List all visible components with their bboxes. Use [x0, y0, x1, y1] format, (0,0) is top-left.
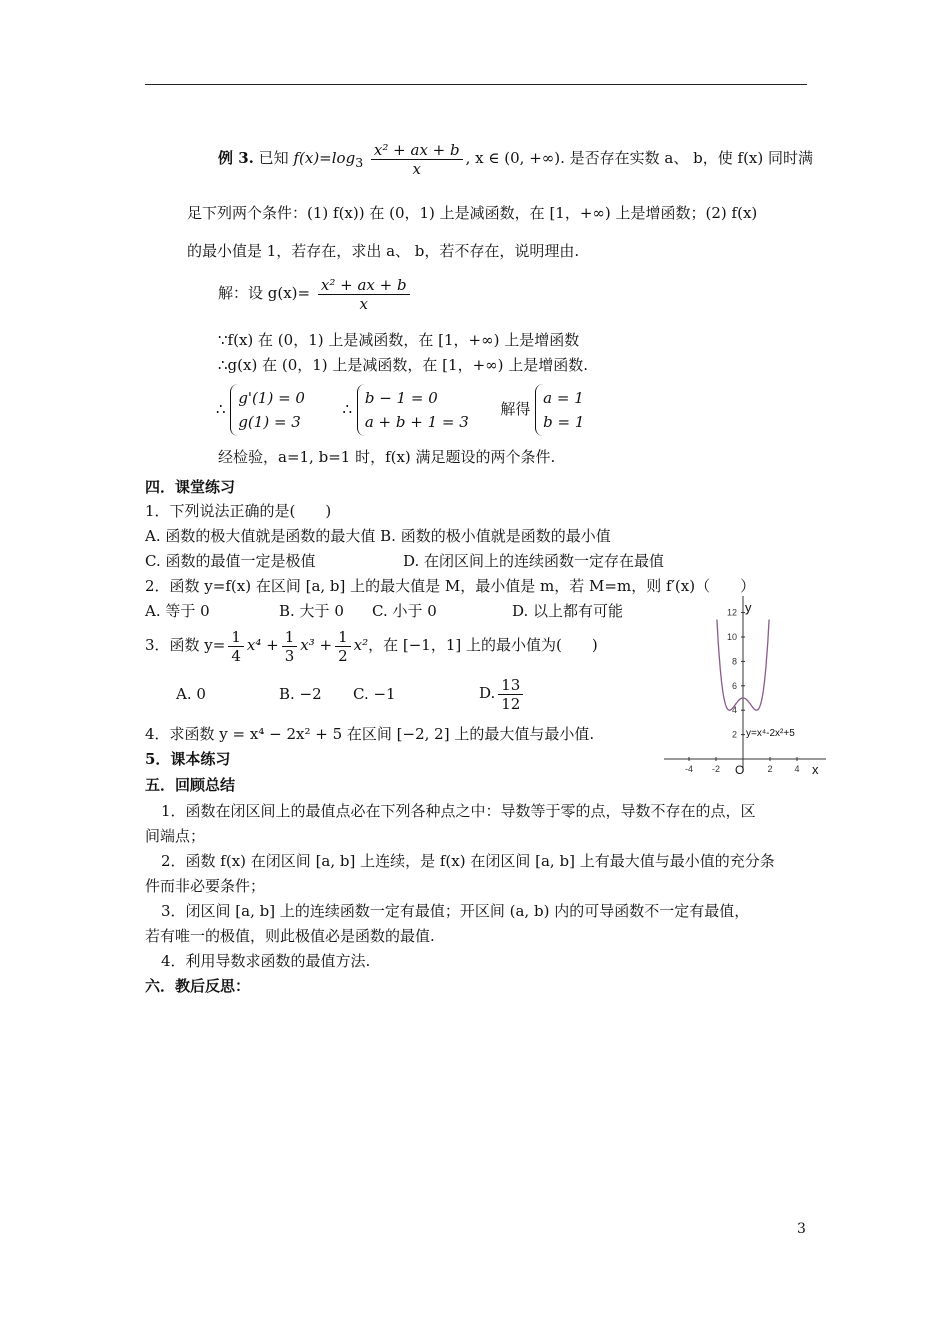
solution-therefore: ∴g(x) 在 (0，1) 上是减函数，在 [1，+∞) 上是增函数.	[218, 356, 589, 374]
solution-fraction: $\frac{\text{x² + ax + b}}{x}$	[318, 276, 410, 313]
example3-label: 例 3.	[218, 149, 254, 167]
section5-heading: 五．回顾总结	[145, 776, 236, 794]
system-2: b − 1 = 0 a + b + 1 = 3	[357, 384, 469, 436]
solution-systems: ∴ g'(1) = 0 g(1) = 3 ∴ b − 1 = 0 a + b + 1 = 3 解得 a = 1 b = 1	[216, 384, 584, 436]
y-tick-label: 10	[726, 632, 737, 642]
q3-option-b: B. −2	[279, 685, 322, 703]
q1: 1．下列说法正确的是( )	[145, 502, 332, 520]
solution-because: ∵f(x) 在 (0，1) 上是减函数，在 [1，+∞) 上是增函数	[218, 331, 580, 349]
summary-2a: 2．函数 f(x) 在闭区间 [a, b] 上连续，是 f(x) 在闭区间 [a, b] 上有最大值与最小值的充分条	[161, 852, 775, 870]
y-tick-label: 2	[731, 729, 737, 740]
x-axis-label: x	[812, 762, 819, 777]
q2-option-b: B. 大于 0	[279, 602, 344, 620]
header-rule	[145, 84, 807, 85]
function-graph	[660, 596, 830, 781]
x-tick-label: 4	[794, 764, 800, 774]
summary-3a: 3．闭区间 [a, b] 上的连续函数一定有最值；开区间 (a, b) 内的可导函数不一定有最值，	[161, 902, 750, 920]
q2-option-a: A. 等于 0	[145, 602, 210, 620]
q3-option-c: C. −1	[353, 685, 396, 703]
system-3: a = 1 b = 1	[535, 384, 584, 436]
y-tick-label: 12	[726, 607, 737, 618]
q3: 3．函数 y= $\frac{1}{4}$ x⁴ + $\frac{1}{3}$ x³ + $\frac{1}{2}$ x²，在 [−1，1] 上的最小值为( )	[145, 627, 598, 665]
system-1: g'(1) = 0 g(1) = 3	[230, 384, 305, 436]
q3-option-d: D. $\frac{13}{12}$	[479, 674, 526, 713]
summary-1a: 1．函数在闭区间上的最值点必在下列各种点之中：导数等于零的点，导数不存在的点，区	[161, 802, 756, 820]
solution-setup: 解：设 g(x)= $\frac{\text{x² + ax + b}}{x}$	[218, 273, 413, 313]
summary-3b: 若有唯一的极值，则此极值必是函数的最值.	[145, 927, 435, 945]
q3-option-a: A. 0	[176, 685, 206, 703]
curve-label: y=x⁴-2x²+5	[746, 728, 795, 739]
summary-2b: 件而非必要条件；	[145, 877, 266, 895]
q2-option-d: D. 以上都有可能	[512, 602, 624, 620]
y-tick-label: 8	[731, 656, 737, 667]
y-tick-label: 4	[731, 705, 737, 716]
solution-check: 经检验，a=1, b=1 时，f(x) 满足题设的两个条件.	[218, 448, 556, 466]
x-tick-label: 2	[767, 764, 773, 774]
summary-4: 4．利用导数求函数的最值方法.	[161, 952, 371, 970]
x-tick-label: -2	[711, 764, 721, 774]
q5: 5．课本练习	[145, 750, 231, 768]
q1-options-ab: A. 函数的极大值就是函数的最大值 B. 函数的极小值就是函数的最小值	[145, 527, 611, 545]
example3-line2: 足下列两个条件：(1) f(x)) 在 (0，1) 上是减函数，在 [1，+∞) 上是增函数；(2) f(x)	[187, 204, 758, 222]
example3-fraction: $\frac{\text{x² + ax + b}}{x}$	[371, 141, 463, 178]
section6-heading: 六．教后反思：	[145, 977, 251, 995]
q1-option-c: C. 函数的最值一定是极值	[145, 552, 316, 570]
y-axis-label: y	[745, 600, 752, 615]
q2: 2．函数 y=f(x) 在区间 [a, b] 上的最大值是 M，最小值是 m，若 M=m，则 f′(x)（ ）	[145, 577, 756, 595]
section4-heading: 四．课堂练习	[145, 478, 236, 496]
summary-1b: 间端点；	[145, 827, 206, 845]
origin-label: O	[735, 763, 745, 777]
q2-option-c: C. 小于 0	[372, 602, 437, 620]
page-number: 3	[797, 1221, 806, 1237]
q1-option-d: D. 在闭区间上的连续函数一定存在最值	[403, 552, 665, 570]
example3-line1: 例 3. 已知 $f(x)=\log_3$ $\frac{\text{x² + ax + b}}{x}$ , x ∈ (0, +∞). 是否存在实数 a、 b，使 f(x) 同时满	[218, 140, 813, 178]
x-tick-label: -4	[684, 764, 694, 774]
example3-line3: 的最小值是 1，若存在，求出 a、 b，若不存在，说明理由.	[187, 242, 580, 260]
y-tick-label: 6	[731, 680, 737, 691]
q4: 4．求函数 y = x⁴ − 2x² + 5 在区间 [−2, 2] 上的最大值与最小值.	[145, 725, 595, 743]
